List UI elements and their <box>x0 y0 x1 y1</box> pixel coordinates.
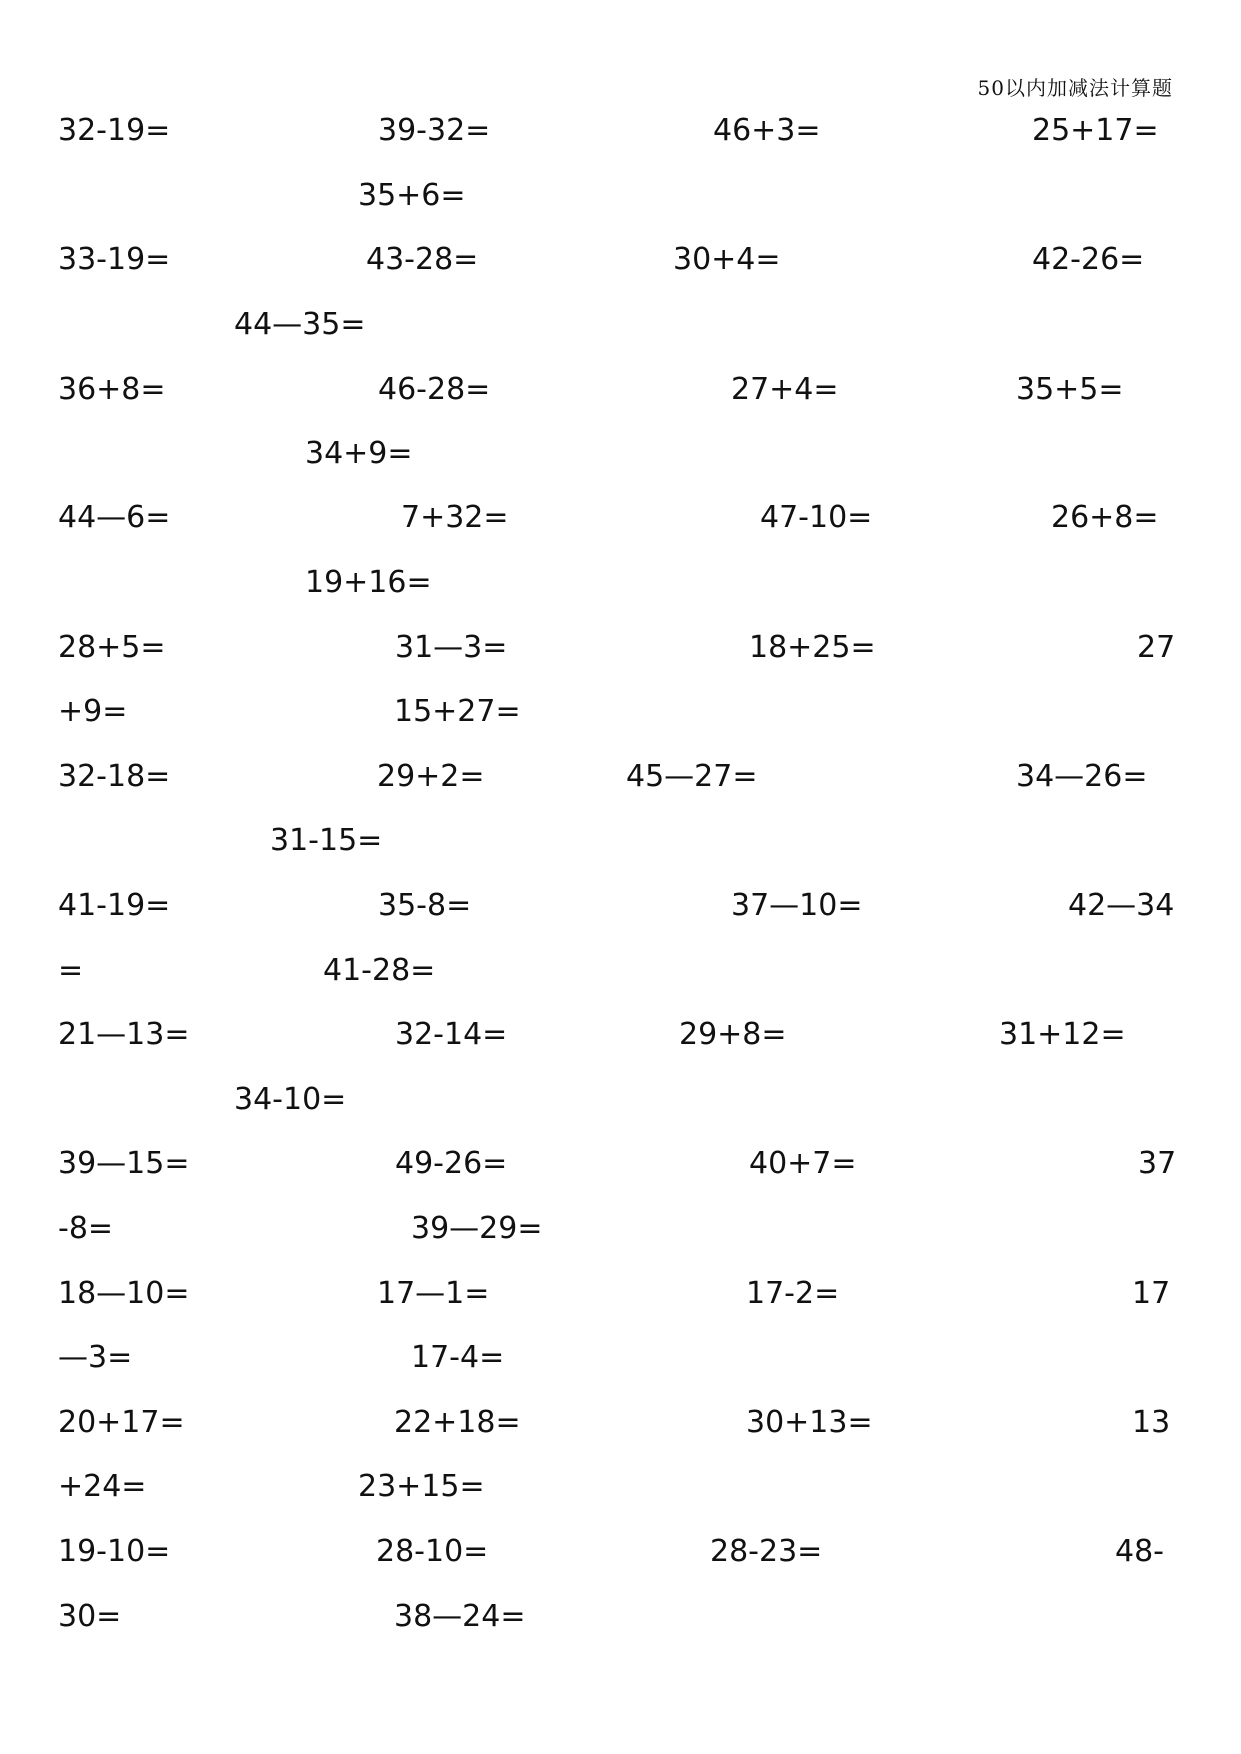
problem-line <box>0 823 1241 887</box>
math-problem: 39—15= <box>58 1146 190 1181</box>
math-problem: 46-28= <box>378 372 491 407</box>
problem-line <box>0 436 1241 500</box>
math-problem: 34-10= <box>234 1082 347 1117</box>
math-problem: 31+12= <box>999 1017 1126 1052</box>
math-problem: 34—26= <box>1016 759 1148 794</box>
problem-line <box>0 565 1241 629</box>
math-problem: —3= <box>58 1340 133 1375</box>
problem-line <box>0 1599 1241 1663</box>
problem-line <box>0 1211 1241 1275</box>
math-problem: 32-18= <box>58 759 171 794</box>
problem-line <box>0 694 1241 758</box>
math-problem: 44—6= <box>58 500 171 535</box>
math-problem: 35+5= <box>1016 372 1124 407</box>
math-problem: 18—10= <box>58 1276 190 1311</box>
math-problem: 39—29= <box>411 1211 543 1246</box>
math-problem: -8= <box>58 1211 114 1246</box>
math-problem: 18+25= <box>749 630 876 665</box>
math-problem: 27 <box>1137 630 1176 665</box>
math-problem: 27+4= <box>731 372 839 407</box>
math-problem: 41-28= <box>323 953 436 988</box>
math-problem: 17—1= <box>377 1276 490 1311</box>
math-problem: 49-26= <box>395 1146 508 1181</box>
problem-line <box>0 1534 1241 1598</box>
math-problem: 15+27= <box>394 694 521 729</box>
problem-line <box>0 1017 1241 1081</box>
problem-line <box>0 1405 1241 1469</box>
problem-line <box>0 1469 1241 1533</box>
math-problem: 29+8= <box>679 1017 787 1052</box>
problem-line <box>0 1146 1241 1210</box>
math-problem: 44—35= <box>234 307 366 342</box>
math-problem: 43-28= <box>366 242 479 277</box>
problem-line <box>0 178 1241 242</box>
math-problem: 47-10= <box>760 500 873 535</box>
math-problem: 31-15= <box>270 823 383 858</box>
math-problem: 37—10= <box>731 888 863 923</box>
problem-line <box>0 500 1241 564</box>
math-problem: 32-14= <box>395 1017 508 1052</box>
math-problem: 45—27= <box>626 759 758 794</box>
problem-line <box>0 113 1241 177</box>
problem-line <box>0 953 1241 1017</box>
math-problem: 41-19= <box>58 888 171 923</box>
math-problem: 22+18= <box>394 1405 521 1440</box>
math-problem: 29+2= <box>377 759 485 794</box>
math-problem: 40+7= <box>749 1146 857 1181</box>
math-problem: 33-19= <box>58 242 171 277</box>
math-problem: 30+13= <box>746 1405 873 1440</box>
math-problem: 42-26= <box>1032 242 1145 277</box>
math-problem: +9= <box>58 694 128 729</box>
math-problem: 23+15= <box>358 1469 485 1504</box>
math-problem: 25+17= <box>1032 113 1159 148</box>
math-problem: 37 <box>1138 1146 1177 1181</box>
math-problem: 28-10= <box>376 1534 489 1569</box>
math-problem: 35-8= <box>378 888 472 923</box>
math-problem: 17-4= <box>411 1340 505 1375</box>
math-problem: 19-10= <box>58 1534 171 1569</box>
math-problem: = <box>58 953 84 988</box>
problem-line <box>0 1082 1241 1146</box>
math-problem: 20+17= <box>58 1405 185 1440</box>
math-problem: 30= <box>58 1599 122 1634</box>
worksheet-title: 50以内加减法计算题 <box>977 76 1173 100</box>
math-problem: 13 <box>1132 1405 1171 1440</box>
math-problem: 36+8= <box>58 372 166 407</box>
math-problem: 42—34 <box>1068 888 1175 923</box>
problem-line <box>0 1340 1241 1404</box>
math-problem: 19+16= <box>305 565 432 600</box>
math-problem: 34+9= <box>305 436 413 471</box>
math-problem: 46+3= <box>713 113 821 148</box>
problem-line <box>0 307 1241 371</box>
math-problem: 21—13= <box>58 1017 190 1052</box>
math-problem: 38—24= <box>394 1599 526 1634</box>
math-problem: 26+8= <box>1051 500 1159 535</box>
math-problem: 32-19= <box>58 113 171 148</box>
math-problem: 30+4= <box>673 242 781 277</box>
math-problem: 17 <box>1132 1276 1171 1311</box>
math-problem: 17-2= <box>746 1276 840 1311</box>
problem-line <box>0 630 1241 694</box>
problem-line <box>0 888 1241 952</box>
problem-line <box>0 1276 1241 1340</box>
math-problem: +24= <box>58 1469 147 1504</box>
math-problem: 48- <box>1115 1534 1164 1569</box>
math-problem: 31—3= <box>395 630 508 665</box>
math-problem: 28+5= <box>58 630 166 665</box>
math-problem: 28-23= <box>710 1534 823 1569</box>
math-problem: 7+32= <box>401 500 509 535</box>
problem-line <box>0 759 1241 823</box>
problem-line <box>0 372 1241 436</box>
problem-line <box>0 242 1241 306</box>
math-problem: 39-32= <box>378 113 491 148</box>
math-problem: 35+6= <box>358 178 466 213</box>
